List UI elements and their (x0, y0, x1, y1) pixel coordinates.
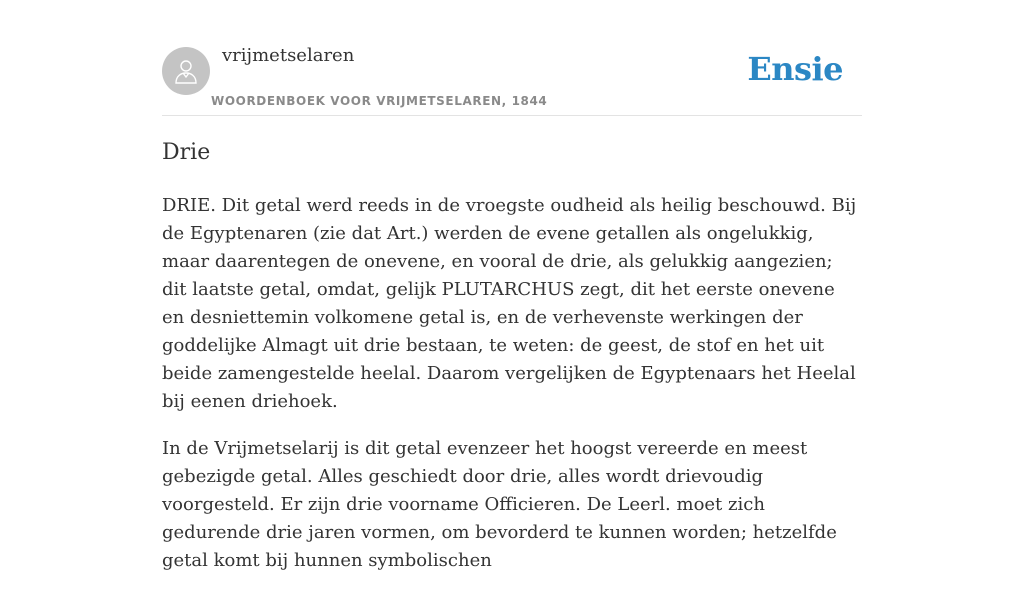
page-title: Drie (162, 140, 211, 165)
article-paragraph: DRIE. Dit getal werd reeds in de vroegste oudheid als heilig beschouwd. Bij de Egyptenaren (zie dat Art.) werden de evene getallen als ongelukkig, maar daarentegen de onevene, en vooral de drie, als gelukkig aangezien; dit laatste getal, omdat, gelijk PLUTARCHUS zegt, dit het eerste onevene en desniettemin volkomene getal is, en de verhevenste werkingen der goddelijke Almagt uit drie bestaan, te weten: de geest, de stof en het uit beide zamengestelde heelal. Daarom vergelijken de Egyptenaars het Heelal bij eenen driehoek. (162, 195, 857, 412)
content-container (162, 0, 862, 571)
source-label: WOORDENBOEK VOOR VRIJMETSELAREN, 1844 (211, 94, 548, 108)
avatar[interactable] (162, 47, 210, 95)
author-link[interactable]: vrijmetselaren (222, 45, 355, 66)
user-icon (171, 56, 201, 86)
article-paragraph: In de Vrijmetselarij is dit getal evenzeer het hoogst vereerde en meest gebezigde getal. Alles geschiedt door drie, alles wordt drievoudig voorgesteld. Er zijn drie voorname Officieren. De Leerl. moet zich gedurende drie jaren vormen, om bevorderd te kunnen worden; hetzelfde getal komt bij hunnen symbolischen (162, 438, 837, 571)
article-body (162, 192, 862, 594)
article-header (162, 0, 862, 116)
ensie-logo[interactable]: Ensie (747, 50, 843, 88)
